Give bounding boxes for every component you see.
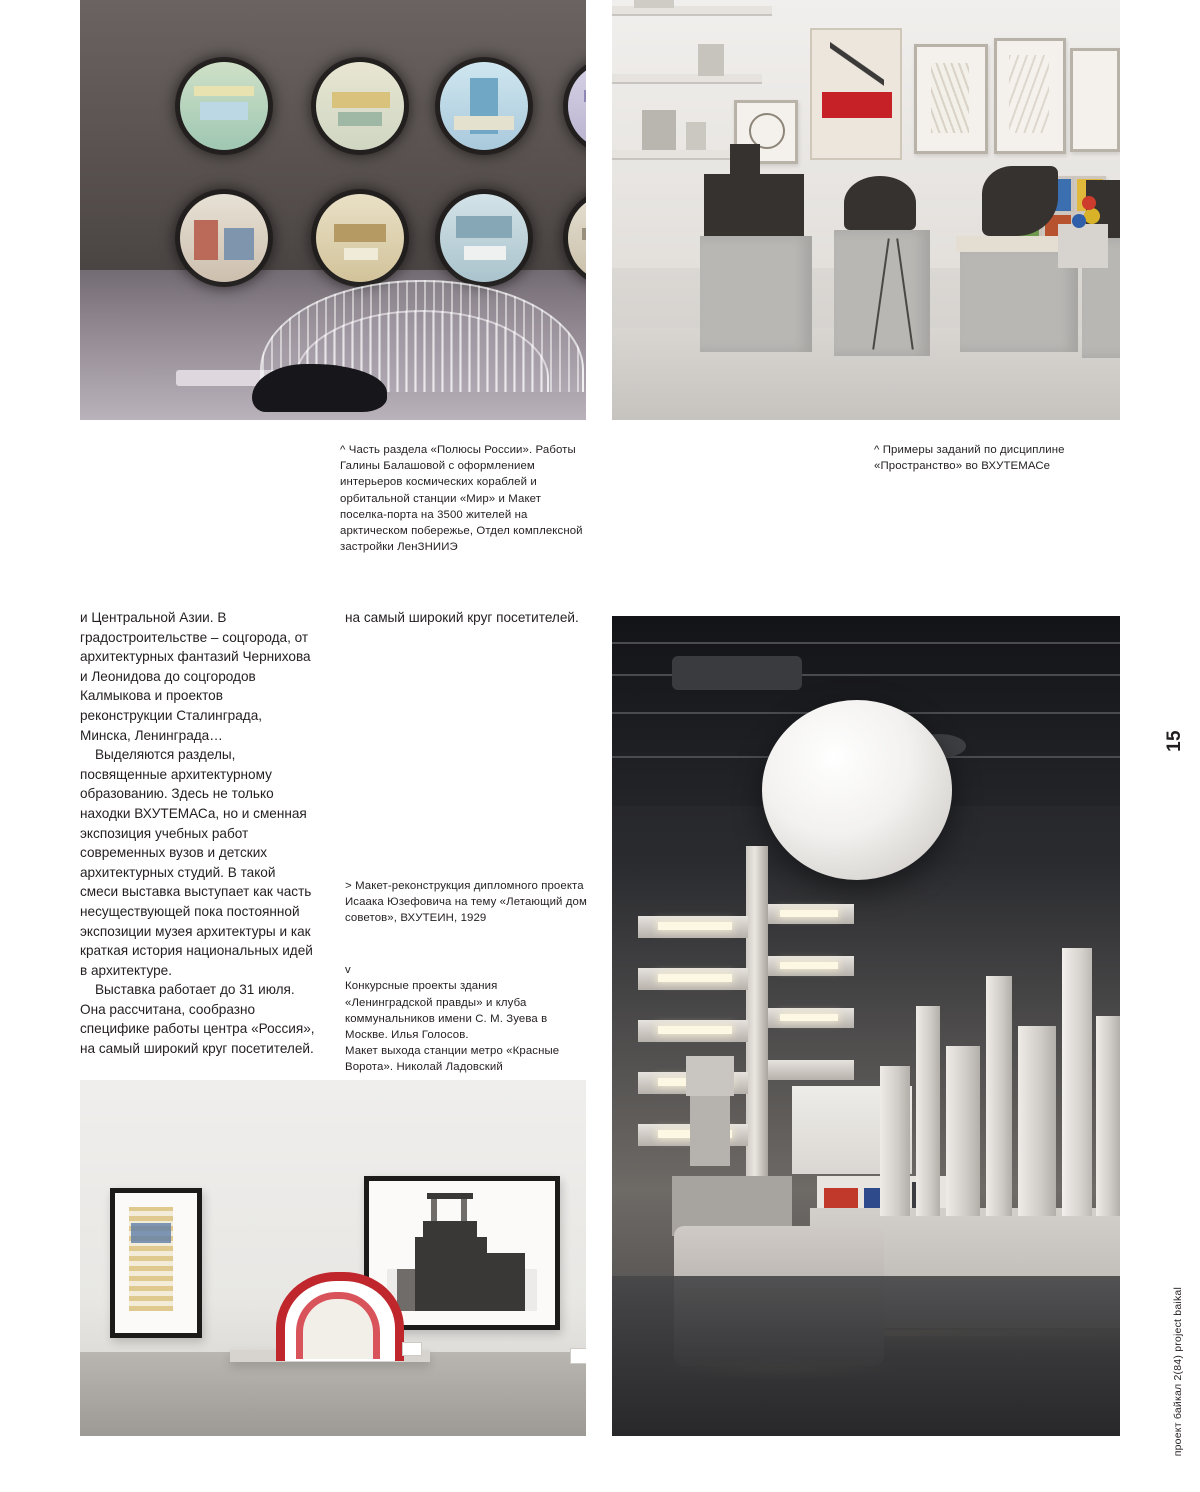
plinth-left — [700, 236, 812, 352]
page-number: 15 — [1164, 730, 1185, 752]
article-column-right — [345, 608, 585, 628]
wall-shelf-middle — [612, 74, 762, 84]
arm-lamp-3 — [658, 1026, 732, 1034]
photo-exhibition-hall-flying-house — [612, 616, 1120, 1436]
colored-object-red — [1082, 196, 1096, 210]
metro-entrance-model-inner — [296, 1292, 380, 1359]
article-paragraph: Выставка работает до 31 июля. Она рассчитана, сообразно специфике работы центра «Россия», на самый широкий круг посетителей. — [80, 982, 315, 1057]
mast-arm-right-4 — [768, 1060, 854, 1080]
sculpture-left — [704, 174, 804, 236]
wall-label-1 — [402, 1342, 422, 1356]
model-tower-3 — [946, 1046, 980, 1216]
model-tower-5 — [1018, 1026, 1056, 1216]
caption-flying-house-of-soviets — [345, 878, 587, 927]
shelf-object-2 — [698, 44, 724, 76]
model-tower-2 — [916, 1006, 940, 1216]
side-model-column — [690, 1096, 730, 1166]
poster-arkhitektura-vkhutemas — [810, 28, 902, 160]
porthole-3 — [440, 62, 528, 150]
model-tower-6 — [1062, 948, 1092, 1216]
caption-text: Макет-реконструкция дипломного проекта Исаака Юзефовича на тему «Летающий дом советов», ВХУТЕИН, 1929 — [345, 880, 587, 925]
porthole-1 — [180, 62, 268, 150]
model-tower-4 — [986, 976, 1012, 1216]
ceiling-light-rig — [672, 656, 802, 690]
porthole-7 — [440, 194, 528, 282]
colored-object-yellow — [1084, 208, 1100, 224]
model-tower-7 — [1096, 1016, 1120, 1216]
pedestal-colored-object — [1058, 224, 1108, 268]
photo-vkhutemas-space-discipline — [612, 0, 1120, 420]
caption-marker: v — [345, 964, 351, 977]
arm-lamp-1 — [658, 922, 732, 930]
shelf-object-1 — [634, 0, 674, 8]
shelf-object-4 — [686, 122, 706, 150]
porthole-6 — [316, 194, 404, 282]
wall-label-2 — [570, 1348, 586, 1364]
caption-text: Примеры заданий по дисциплине «Пространство» во ВХУТЕМАСе — [874, 444, 1065, 473]
article-paragraph: на самый широкий круг посетителей. — [345, 610, 579, 625]
exhibition-floor — [80, 1352, 586, 1436]
arm-lamp-8 — [780, 1014, 838, 1021]
article-paragraph: Выделяются разделы, посвященные архитектурному образованию. Здесь не только находки ВХУТЕМАСа, но и сменная экспозиция учебных работ современных вузов и детских архитектурных студий. В такой смеси выставка выступает как часть несуществующей пока постоянной экспозиции музея архитектуры и как краткая история национальных идей в архитектуре. — [80, 747, 313, 978]
photo-framed-projects-wall — [80, 1080, 586, 1436]
caption-text: Часть раздела «Полюсы России». Работы Галины Балашовой с оформлением интерьеров космических кораблей и орбитальной станции «Мир» и Макет поселка-порта на 3500 жителей на арктическом побережье, Отдел комплексной застройки ЛенЗНИИЭ — [340, 444, 583, 554]
sculpture-cylinder — [844, 176, 916, 230]
porthole-2 — [316, 62, 404, 150]
hall-floor — [612, 1276, 1120, 1436]
photo-polyusy-rossii — [80, 0, 586, 420]
spine-running-title: проект байкал 2(84) project baikal — [1172, 1286, 1184, 1456]
article-paragraph: и Центральной Азии. В градостроительстве – соцгорода, от архитектурных фантазий Чернихова и Леонидова до соцгородов Калмыкова и проектов реконструкции Сталинграда, Минска, Ленинграда… — [80, 610, 311, 743]
sketch-building-drawing — [387, 1201, 537, 1311]
ceiling-truss-1 — [612, 642, 1120, 644]
framed-work-1 — [914, 44, 988, 154]
arm-lamp-6 — [780, 910, 838, 917]
side-model-block — [686, 1056, 734, 1096]
caption-vkhutemas — [874, 442, 1120, 474]
arm-lamp-2 — [658, 974, 732, 982]
shelf-object-3 — [642, 110, 676, 150]
caption-marker: > — [345, 880, 352, 892]
colored-object-blue — [1072, 214, 1086, 228]
caption-text: Конкурсные проекты здания «Ленинградской правды» и клуба коммунальников имени С. М. Зуева в Москве. Илья Голосов. Макет выхода станции метро «Красные Ворота». Николай Ладовский — [345, 980, 560, 1074]
sculpture-left-top — [730, 144, 760, 174]
article-column-left — [80, 608, 316, 1059]
caption-marker: ^ — [874, 444, 880, 456]
model-tower-1 — [880, 1066, 910, 1216]
framed-work-3 — [1070, 48, 1120, 152]
framed-drawing-left — [110, 1188, 202, 1338]
framed-work-2 — [994, 38, 1066, 154]
caption-polyusy-rossii — [340, 442, 590, 555]
porthole-5 — [180, 194, 268, 282]
caption-leningradskaya-pravda — [345, 946, 587, 1076]
arm-lamp-7 — [780, 962, 838, 969]
caption-marker: ^ — [340, 444, 346, 456]
balloon-sphere-model — [762, 700, 952, 880]
